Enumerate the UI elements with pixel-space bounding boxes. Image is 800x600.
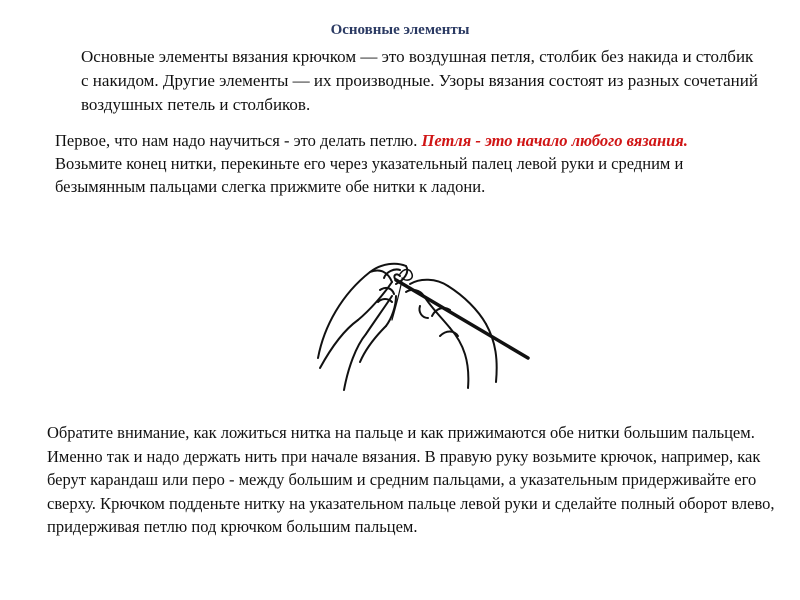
loop-intro-text: Первое, что нам надо научиться - это делать петлю.: [55, 131, 422, 150]
hands-holding-crochet-hook-icon: [300, 250, 540, 400]
loop-instructions: [55, 129, 775, 198]
intro-paragraph: Основные элементы вязания крючком — это воздушная петля, столбик без накида и столбик с накидом. Другие элементы — их производные. Узоры вязания состоят из разных сочетаний воздушных петель и столбиков.: [81, 47, 758, 114]
loop-emphasis-text: Петля - это начало любого вязания.: [421, 131, 688, 150]
thread-instruction-text: Возьмите конец нитки, перекиньте его через указательный палец левой руки и средним и безымянным пальцами слегка прижмите обе нитки к ладони.: [55, 154, 684, 196]
closing-paragraph: Обратите внимание, как ложиться нитка на пальце и как прижимаются обе нитки большим пальцем. Именно так и надо держать нить при начале вязания. В правую руку возьмите крючок, например, как берут карандаш или перо - между большим и средним пальцами, а указательным придерживайте его сверху. Крючком подденьте нитку на указательном пальце левой руки и сделайте полный оборот влево, придерживая петлю под крючком большим пальцем.: [47, 423, 775, 536]
slide-title: Основные элементы: [330, 22, 470, 38]
